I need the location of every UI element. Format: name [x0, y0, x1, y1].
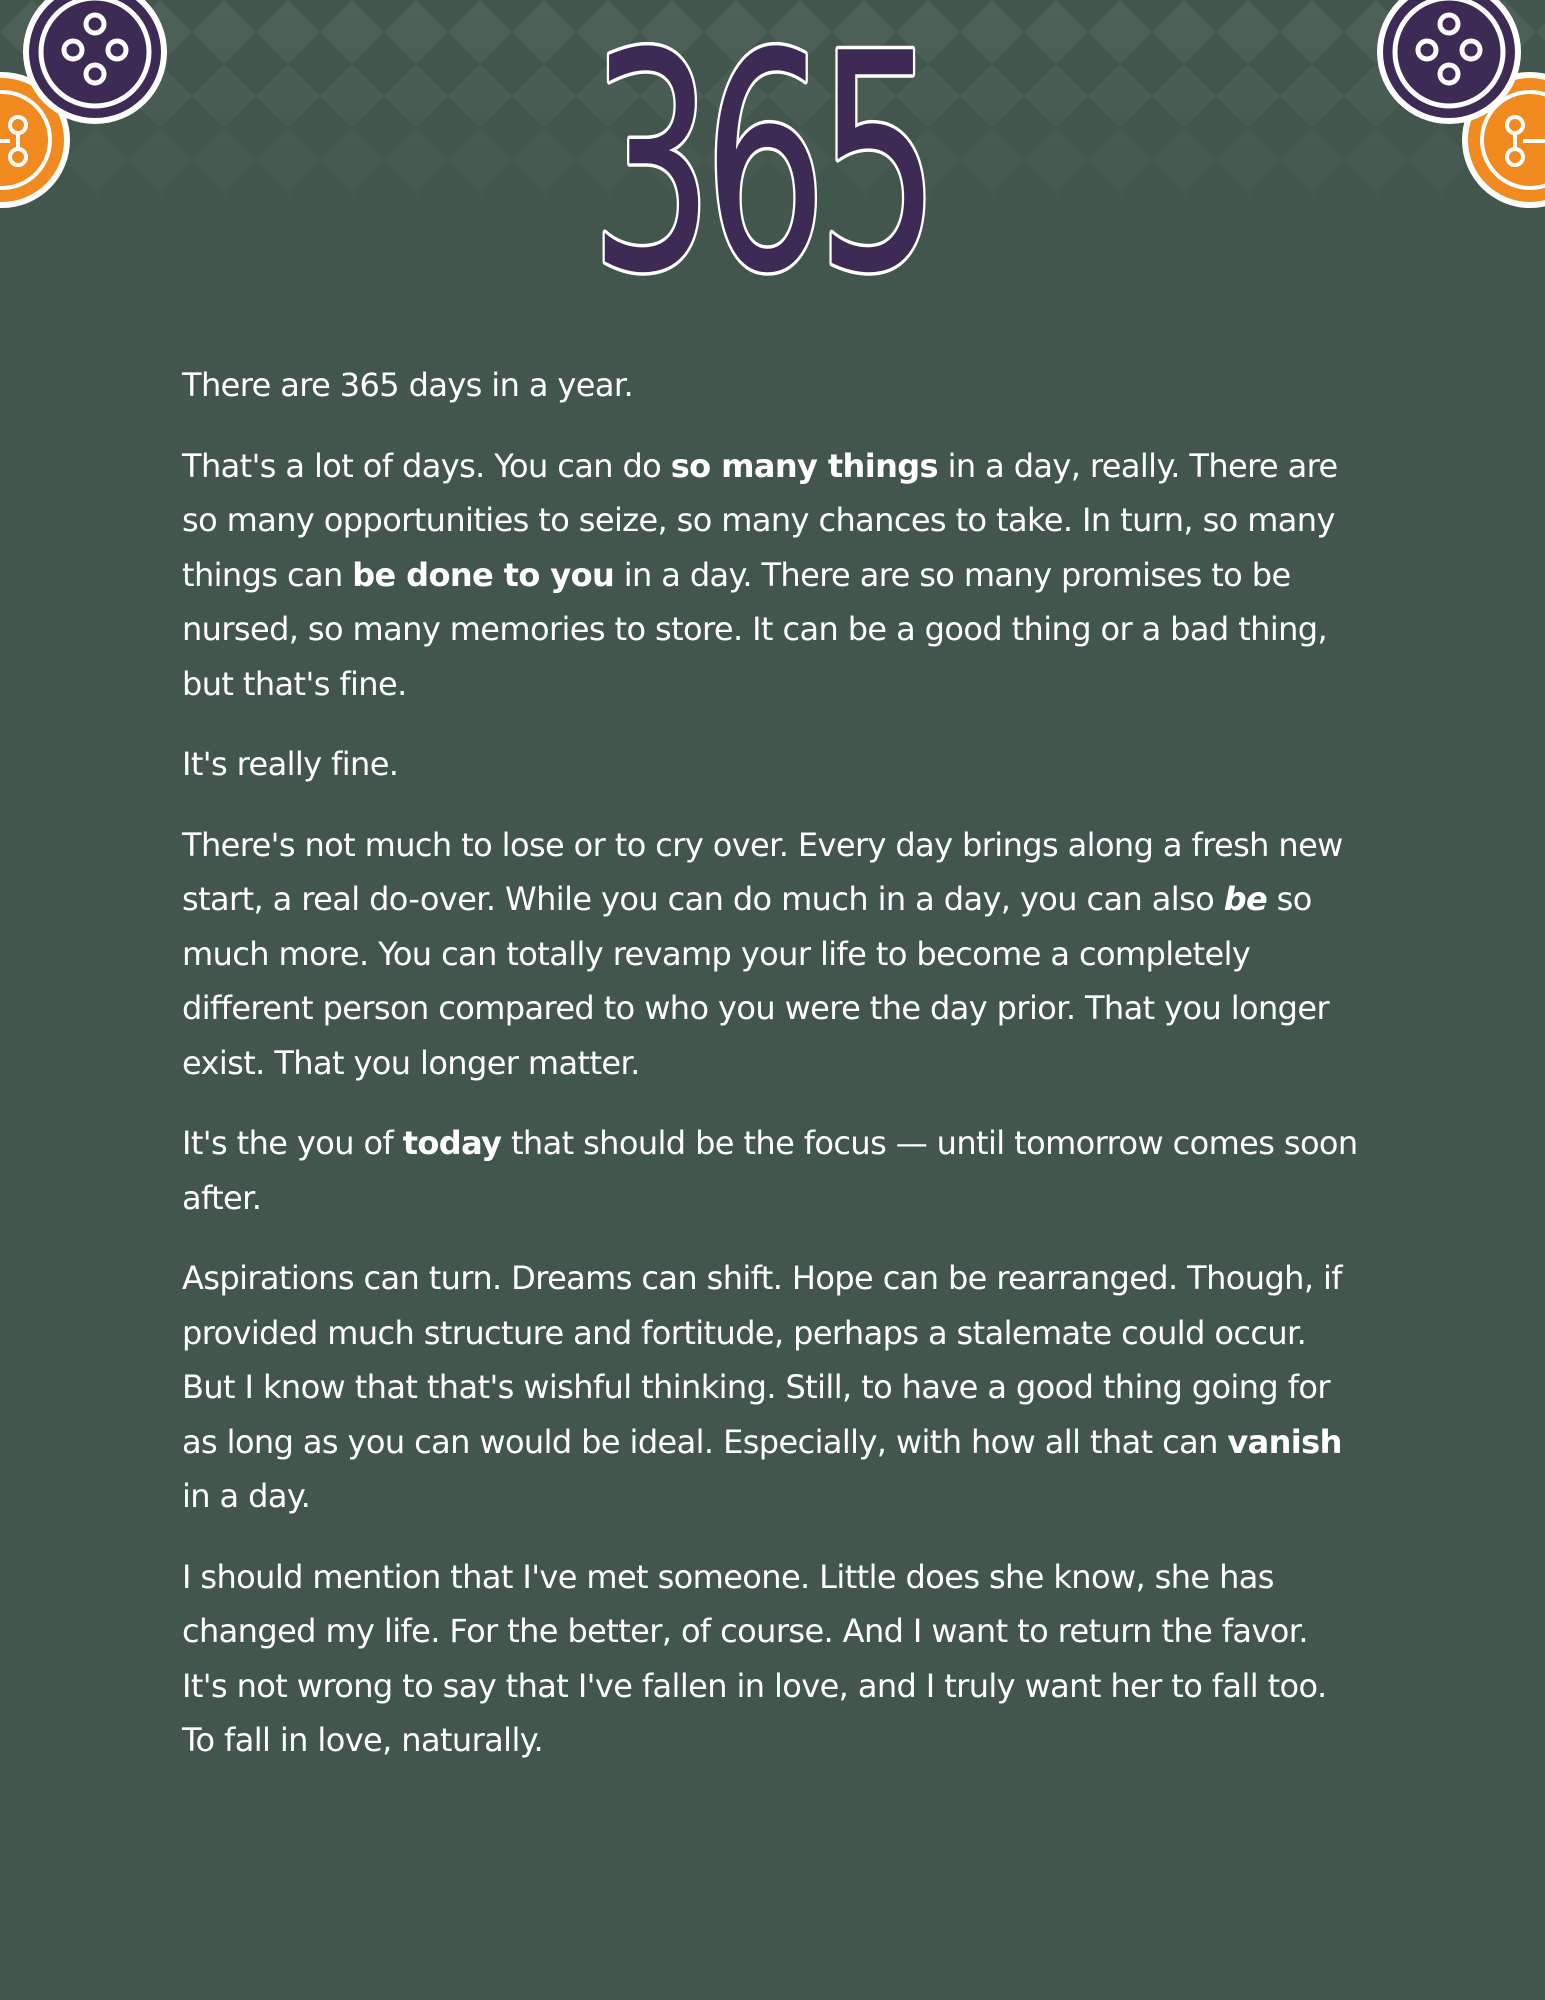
paragraph-text: I should mention that I've met someone. Little does she know, she has changed my life. For the better, of course. And I want to return the favor. It's not wrong to say that I've fallen in love, and I truly want her to fall too. To fall in love, naturally. — [182, 1557, 1327, 1759]
article-paragraph — [182, 1116, 1362, 1225]
paragraph-text: There's not much to lose or to cry over. Every day brings along a fresh new start, a real do-over. While you can do much in a day, you can also — [182, 825, 1343, 918]
page-header — [0, 0, 1545, 339]
paragraph-text: in a day. There are so many promises to be nursed, so many memories to store. It can be a good thing or a bad thing, but that's fine. — [182, 555, 1328, 703]
paragraph-text: that should be the focus — until tomorrow comes soon after. — [182, 1124, 1358, 1217]
paragraph-text: Aspirations can turn. Dreams can shift. Hope can be rearranged. Though, if provided much structure and fortitude, perhaps a stalemate could occur. But I know that that's wishful thinking. Still, to have a good thing going for as long as you can would be ideal. Especially, with how all that can — [182, 1259, 1342, 1461]
bold-text: vanish — [1227, 1422, 1342, 1461]
logo-text: 365 — [590, 0, 930, 339]
button-decoration-left — [0, 0, 180, 230]
emphasis-text: be — [1223, 880, 1268, 918]
article-paragraph — [182, 818, 1362, 1091]
paragraph-text: in a day. — [182, 1477, 311, 1515]
paragraph-text: There are 365 days in a year. — [182, 366, 634, 404]
paragraph-text: That's a lot of days. You can do — [182, 446, 671, 485]
article-paragraph — [182, 1251, 1362, 1524]
paragraph-text: It's the you of — [182, 1124, 403, 1162]
site-logo[interactable] — [580, 0, 940, 339]
bold-text: be done to you — [352, 555, 615, 594]
article-paragraph — [182, 439, 1362, 712]
bold-text: so many things — [670, 446, 939, 485]
bold-text: today — [402, 1124, 502, 1162]
article-paragraph — [182, 737, 1362, 792]
article-body — [182, 358, 1362, 1794]
article-paragraph — [182, 1550, 1362, 1768]
article-paragraph — [182, 358, 1362, 413]
paragraph-text: It's really fine. — [182, 745, 399, 783]
bold-italic-text — [1224, 880, 1267, 918]
button-decoration-right — [1365, 0, 1545, 230]
paragraph-text: in a day, really. There are so many opportunities to seize, so many chances to take. In turn, so many things can — [182, 446, 1338, 594]
paragraph-text: so much more. You can totally revamp your life to become a completely different person compared to who you were the day prior. That you longer exist. That you longer matter. — [182, 880, 1330, 1082]
